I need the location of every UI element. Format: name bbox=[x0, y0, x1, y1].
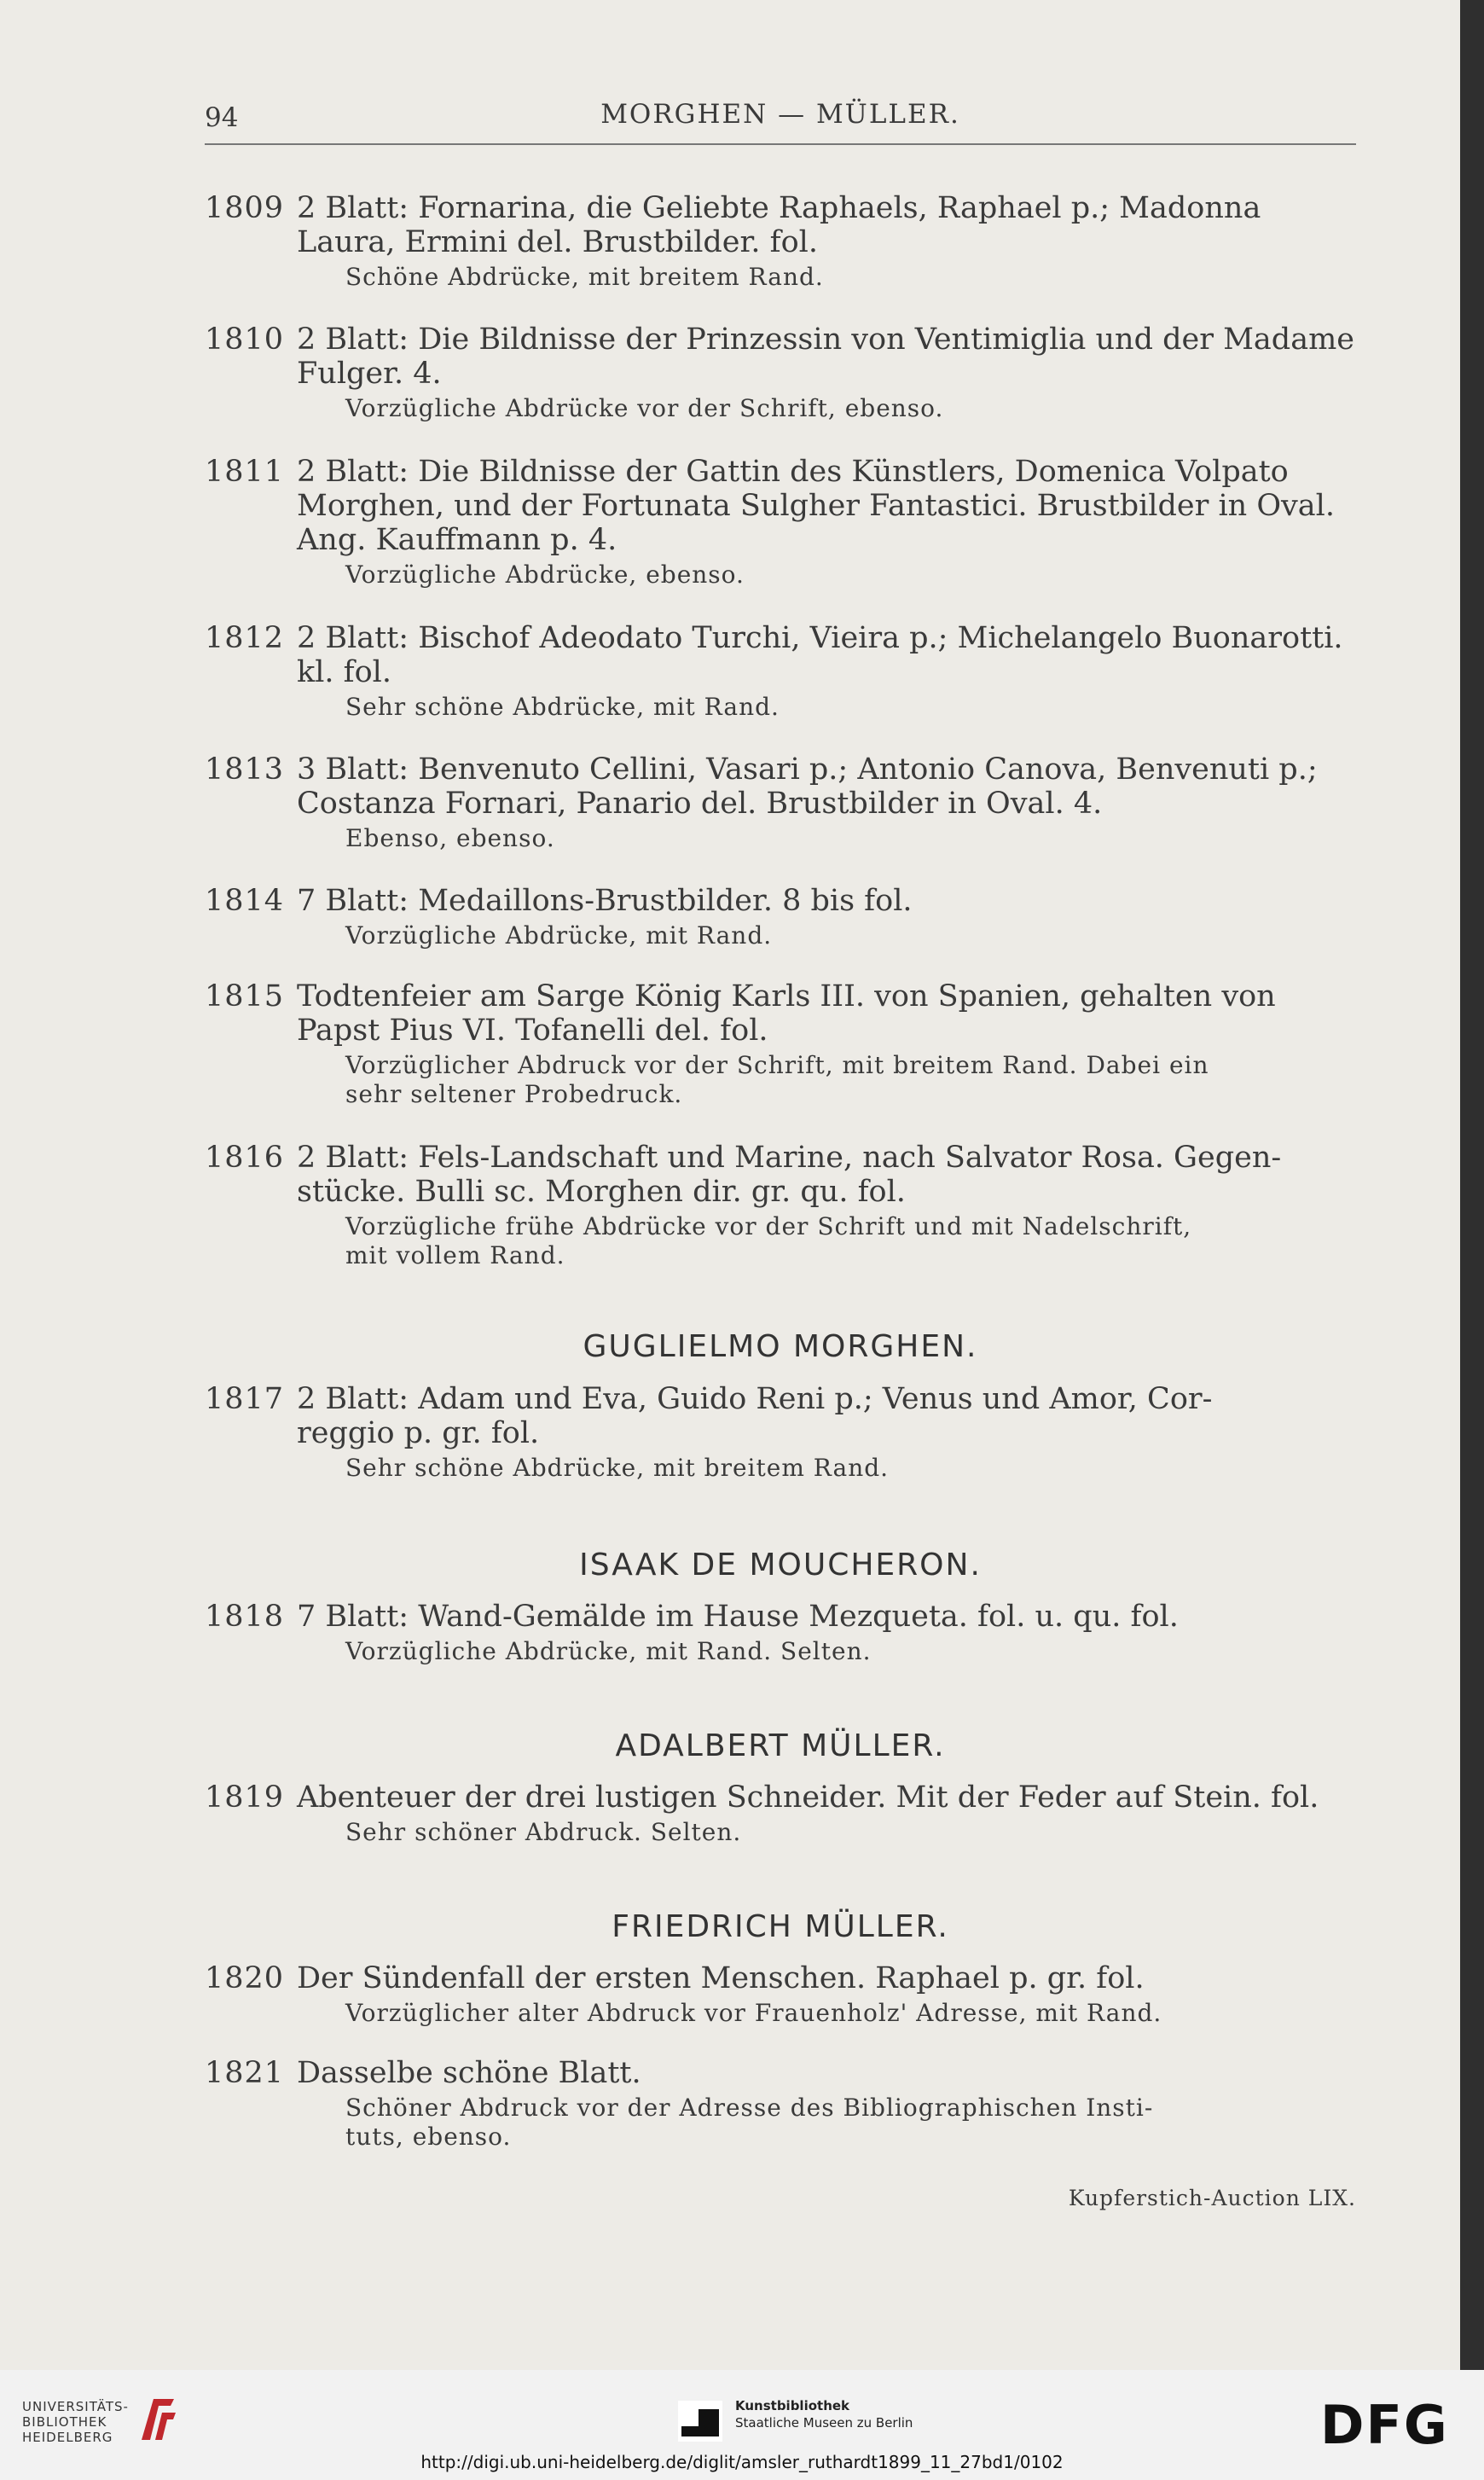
catalog-entry bbox=[205, 1600, 1356, 1666]
university-library-logo-icon bbox=[136, 2394, 179, 2445]
section-heading: ADALBERT MÜLLER. bbox=[615, 1728, 946, 1763]
catalog-entry bbox=[205, 1141, 1356, 1270]
entry-line: Laura, Ermini del. Brustbilder. fol. bbox=[297, 225, 818, 259]
entry-note: Sehr schöne Abdrücke, mit Rand. bbox=[345, 693, 780, 721]
entry-number: 1811 bbox=[205, 455, 285, 489]
entry-note: Schöner Abdruck vor der Adresse des Bibliographischen Insti- bbox=[345, 2094, 1154, 2122]
entry-number: 1816 bbox=[205, 1141, 285, 1175]
entry-line: 2 Blatt: Fels-Landschaft und Marine, nach Salvator Rosa. Gegen- bbox=[297, 1141, 1282, 1175]
entry-note: Sehr schöne Abdrücke, mit breitem Rand. bbox=[345, 1454, 890, 1482]
entry-line: 2 Blatt: Adam und Eva, Guido Reni p.; Venus und Amor, Cor- bbox=[297, 1382, 1213, 1416]
section-heading: FRIEDRICH MÜLLER. bbox=[612, 1909, 949, 1944]
entry-number: 1809 bbox=[205, 191, 285, 225]
entry-note: Vorzügliche Abdrücke, ebenso. bbox=[345, 560, 745, 589]
catalog-entry bbox=[205, 752, 1356, 853]
entry-line: 3 Blatt: Benvenuto Cellini, Vasari p.; Antonio Canova, Benvenuti p.; bbox=[297, 752, 1318, 787]
running-title: MORGHEN — MÜLLER. bbox=[600, 99, 960, 130]
entry-note: Ebenso, ebenso. bbox=[345, 824, 555, 852]
catalog-entry bbox=[205, 455, 1356, 590]
entry-line: 7 Blatt: Wand-Gemälde im Hause Mezqueta. fol. u. qu. fol. bbox=[297, 1600, 1179, 1634]
entry-note: Sehr schöner Abdruck. Selten. bbox=[345, 1818, 742, 1846]
catalog-entry bbox=[205, 1961, 1356, 2028]
catalog-entry bbox=[205, 2056, 1356, 2152]
kunstbibliothek-museum: Staatliche Museen zu Berlin bbox=[735, 2415, 913, 2431]
page-header bbox=[205, 97, 1356, 148]
entry-note: Vorzügliche frühe Abdrücke vor der Schrift und mit Nadelschrift, bbox=[345, 1212, 1192, 1240]
entry-number: 1818 bbox=[205, 1600, 285, 1634]
entry-line: kl. fol. bbox=[297, 655, 391, 689]
entry-line: Abenteuer der drei lustigen Schneider. Mit der Feder auf Stein. fol. bbox=[297, 1780, 1319, 1815]
source-url-link[interactable]: http://digi.ub.uni-heidelberg.de/diglit/amsler_ruthardt1899_11_27bd1/0102 bbox=[420, 2452, 1064, 2472]
entry-line: Morghen, und der Fortunata Sulgher Fantastici. Brustbilder in Oval. bbox=[297, 489, 1335, 523]
entry-note: Vorzügliche Abdrücke, mit Rand. bbox=[345, 921, 773, 950]
entry-line: Todtenfeier am Sarge König Karls III. von Spanien, gehalten von bbox=[297, 979, 1276, 1013]
entry-note: Vorzüglicher alter Abdruck vor Frauenholz' Adresse, mit Rand. bbox=[345, 1999, 1162, 2027]
entry-line: reggio p. gr. fol. bbox=[297, 1416, 540, 1450]
catalog-entry bbox=[205, 1780, 1356, 1847]
entry-line: Papst Pius VI. Tofanelli del. fol. bbox=[297, 1013, 768, 1048]
entry-line: 2 Blatt: Fornarina, die Geliebte Raphaels, Raphael p.; Madonna bbox=[297, 191, 1261, 225]
entry-line: Dasselbe schöne Blatt. bbox=[297, 2056, 641, 2090]
entry-line: Costanza Fornari, Panario del. Brustbilder in Oval. 4. bbox=[297, 787, 1103, 821]
university-line: HEIDELBERG bbox=[22, 2430, 113, 2445]
catalog-footer-note: Kupferstich-Auction LIX. bbox=[1068, 2186, 1356, 2210]
kunstbibliothek-label bbox=[735, 2397, 913, 2431]
university-library-label bbox=[22, 2399, 129, 2445]
page-number: 94 bbox=[205, 102, 239, 133]
entry-note: Vorzüglicher Abdruck vor der Schrift, mit breitem Rand. Dabei ein bbox=[345, 1051, 1209, 1079]
entry-line: Ang. Kauffmann p. 4. bbox=[297, 523, 617, 557]
catalog-entry bbox=[205, 884, 1356, 950]
entry-number: 1821 bbox=[205, 2056, 285, 2090]
entry-note: mit vollem Rand. bbox=[345, 1241, 565, 1269]
entry-note: tuts, ebenso. bbox=[345, 2123, 512, 2151]
entry-number: 1815 bbox=[205, 979, 285, 1013]
section-heading: ISAAK DE MOUCHERON. bbox=[579, 1548, 982, 1583]
kunstbibliothek-logo-icon bbox=[678, 2401, 722, 2442]
university-line: UNIVERSITÄTS- bbox=[22, 2399, 129, 2414]
catalog-entry bbox=[205, 621, 1356, 722]
entry-line: 2 Blatt: Bischof Adeodato Turchi, Vieira p.; Michelangelo Buonarotti. bbox=[297, 621, 1343, 655]
entry-number: 1813 bbox=[205, 752, 285, 787]
entry-number: 1814 bbox=[205, 884, 285, 918]
entry-number: 1810 bbox=[205, 322, 285, 357]
university-line: BIBLIOTHEK bbox=[22, 2414, 107, 2430]
catalog-entry bbox=[205, 979, 1356, 1109]
entry-number: 1820 bbox=[205, 1961, 285, 1995]
entry-line: Fulger. 4. bbox=[297, 357, 442, 391]
entry-note: Vorzügliche Abdrücke, mit Rand. Selten. bbox=[345, 1637, 872, 1665]
entry-note: Vorzügliche Abdrücke vor der Schrift, ebenso. bbox=[345, 394, 944, 422]
entry-line: Der Sündenfall der ersten Menschen. Raphael p. gr. fol. bbox=[297, 1961, 1145, 1995]
catalog-entry bbox=[205, 322, 1356, 423]
entry-note: Schöne Abdrücke, mit breitem Rand. bbox=[345, 263, 824, 291]
entry-line: 7 Blatt: Medaillons-Brustbilder. 8 bis fol. bbox=[297, 884, 913, 918]
entry-number: 1819 bbox=[205, 1780, 285, 1815]
catalog-entry bbox=[205, 1382, 1356, 1483]
entry-line: 2 Blatt: Die Bildnisse der Gattin des Künstlers, Domenica Volpato bbox=[297, 455, 1289, 489]
entry-note: sehr seltener Probedruck. bbox=[345, 1080, 683, 1108]
header-rule bbox=[205, 143, 1356, 145]
scan-edge bbox=[1460, 0, 1484, 2370]
dfg-logo: DFG bbox=[1320, 2394, 1449, 2456]
entry-line: 2 Blatt: Die Bildnisse der Prinzessin von Ventimiglia und der Madame bbox=[297, 322, 1354, 357]
digitization-bar bbox=[0, 2370, 1484, 2480]
kunstbibliothek-name: Kunstbibliothek bbox=[735, 2398, 850, 2413]
entry-line: stücke. Bulli sc. Morghen dir. gr. qu. fol. bbox=[297, 1175, 906, 1209]
entry-number: 1817 bbox=[205, 1382, 285, 1416]
catalog-entry bbox=[205, 191, 1356, 292]
section-heading: GUGLIELMO MORGHEN. bbox=[583, 1329, 978, 1364]
entry-number: 1812 bbox=[205, 621, 285, 655]
